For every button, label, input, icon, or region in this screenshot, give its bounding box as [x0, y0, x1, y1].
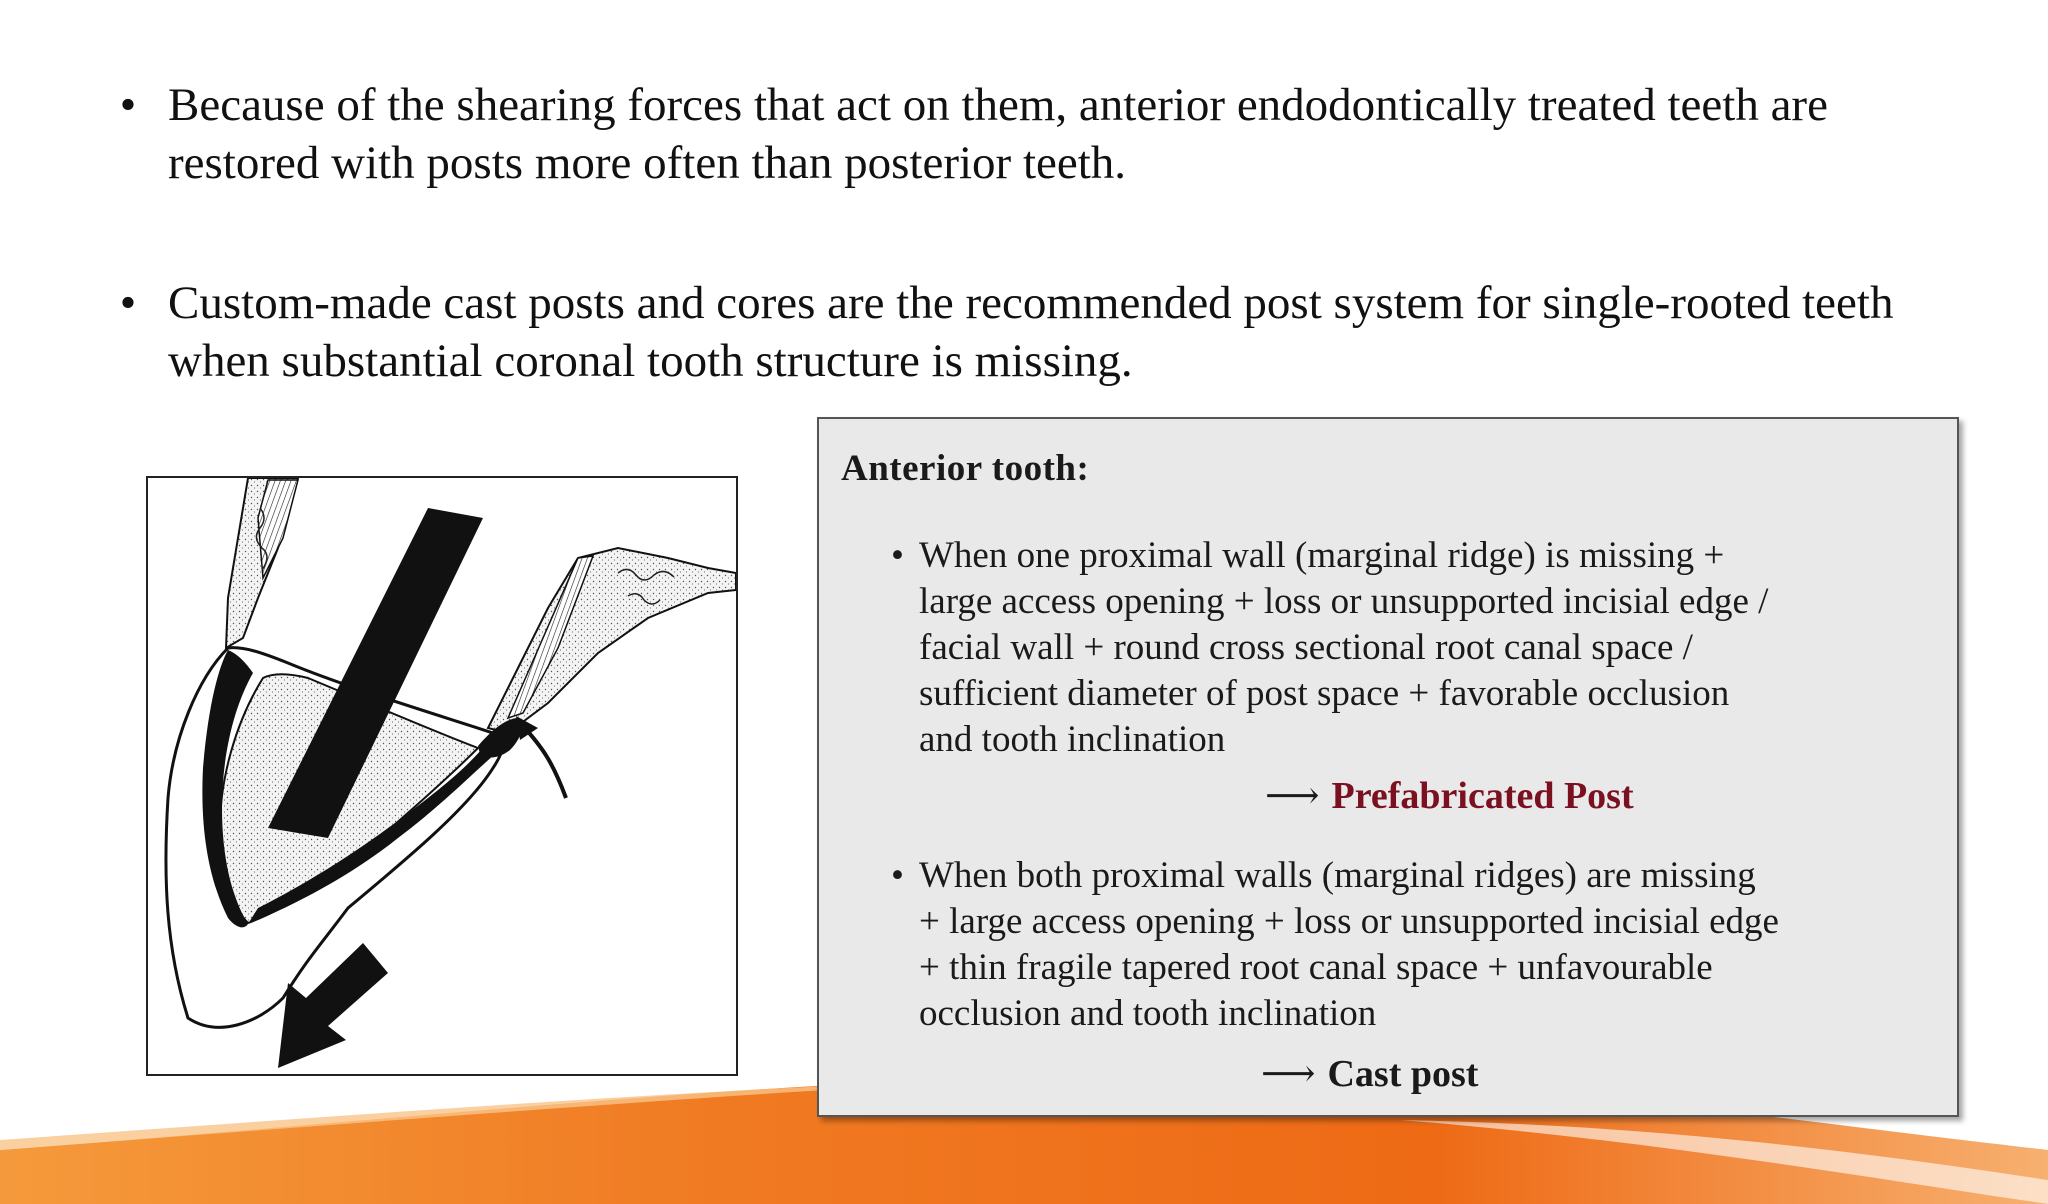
infobox-item [891, 533, 1919, 763]
bullet-marker: • [119, 79, 137, 131]
infobox-item-line: When both proximal walls (marginal ridges) are missing [919, 855, 1756, 896]
infobox-item-line: + large access opening + loss or unsupported incisial edge [919, 901, 1779, 942]
infobox-item-marker: • [891, 535, 904, 576]
result-arrow-icon: ⟶ [1265, 775, 1320, 817]
bullet-text [168, 76, 2048, 192]
infobox-item [891, 853, 1919, 1037]
infobox-heading: Anterior tooth: [841, 448, 1090, 489]
infobox-item-line: When one proximal wall (marginal ridge) is missing + [919, 535, 1725, 576]
tooth-illustration [146, 476, 738, 1076]
infobox-item-line: occlusion and tooth inclination [919, 993, 1377, 1034]
result-label: Cast post [1327, 1053, 1479, 1095]
prefabricated-post-result [1265, 773, 1634, 818]
margin-arrow-icon [523, 726, 566, 798]
infobox-item-line: facial wall + round cross sectional root canal space / [919, 627, 1693, 668]
bullet-text-line: when substantial coronal tooth structure is missing. [168, 335, 1133, 387]
cast-post-result [1261, 1051, 1478, 1096]
anterior-tooth-infobox [817, 417, 1959, 1117]
infobox-item-line: large access opening + loss or unsupported incisial edge / [919, 581, 1769, 622]
bullet-text-line: Because of the shearing forces that act on them, anterior endodontically treated teeth are [168, 79, 1828, 131]
infobox-item-line: sufficient diameter of post space + favorable occlusion [919, 673, 1730, 714]
infobox-item-marker: • [891, 855, 904, 896]
result-label: Prefabricated Post [1331, 775, 1634, 817]
infobox-item-line: and tooth inclination [919, 719, 1226, 760]
bullet-text-line: restored with posts more often than posterior teeth. [168, 137, 1127, 189]
bullet-marker: • [119, 277, 137, 329]
result-arrow-icon: ⟶ [1261, 1053, 1316, 1095]
infobox-item-line: + thin fragile tapered root canal space + unfavourable [919, 947, 1713, 988]
tooth-diagram-svg [148, 478, 736, 1074]
bullet-text [168, 274, 2048, 390]
bullet-text-line: Custom-made cast posts and cores are the recommended post system for single-rooted teeth [168, 277, 1894, 329]
